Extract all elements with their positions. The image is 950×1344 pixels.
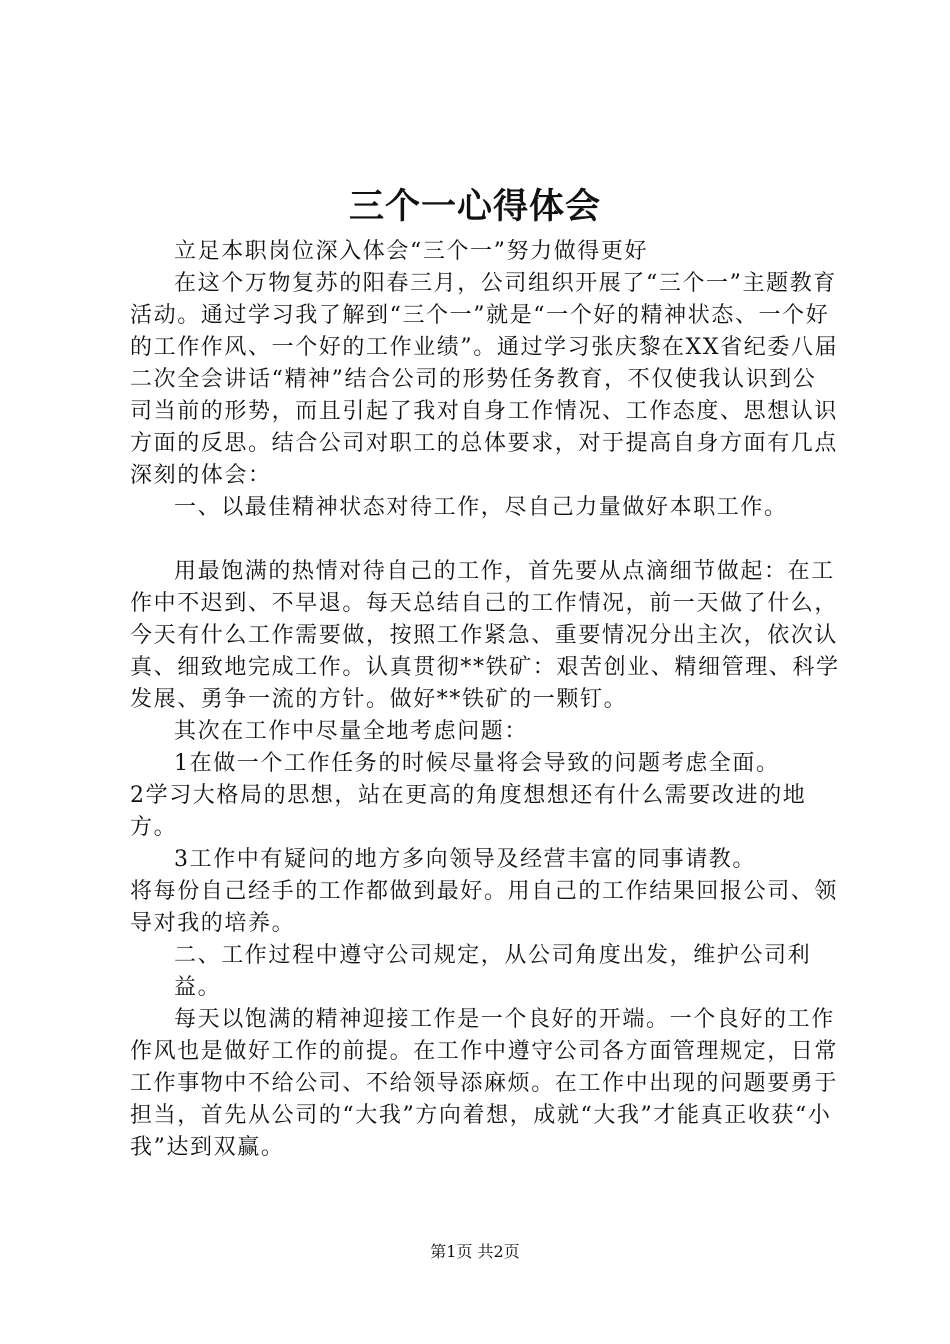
list-item-1: 1在做一个工作任务的时候尽量将会导致的问题考虑全面。 (174, 751, 780, 776)
blank-line (130, 524, 840, 556)
section-two-heading-continued: 益。 (174, 975, 222, 1000)
section-two-paragraph: 每天以饱满的精神迎接工作是一个良好的开端。一个良好的工作作风也是做好工作的前提。在工作中遵守公司各方面管理规定，日常工作事物中不给公司、不给领导添麻烦。在工作中出现的问题要勇于担当，首先从公司的“大我”方向着想，成就“大我”才能真正收获“小我”达到双赢。 (130, 1007, 839, 1160)
summary-paragraph: 将每份自己经手的工作都做到最好。用自己的工作结果回报公司、领导对我的培养。 (130, 879, 839, 936)
list-item-2: 2学习大格局的思想，站在更高的角度想想还有什么需要改进的地方。 (130, 783, 807, 840)
secondly-paragraph: 其次在工作中尽量全地考虑问题： (174, 719, 529, 744)
page-number: 第1页 共2页 (430, 1242, 520, 1261)
section-one-paragraph: 用最饱满的热情对待自己的工作，首先要从点滴细节做起：在工作中不迟到、不早退。每天总结自己的工作情况，前一天做了什么，今天有什么工作需要做，按照工作紧急、重要情况分出主次，依次认真、细致地完成工作。认真贯彻**铁矿：艰苦创业、精细管理、科学发展、勇争一流的方针。做好**铁矿的一颗钉。 (130, 559, 840, 712)
document-title: 三个一心得体会 (348, 186, 601, 227)
section-two-heading: 二、工作过程中遵守公司规定，从公司角度出发，维护公司利 (174, 943, 812, 968)
section-one-heading: 一、以最佳精神状态对待工作，尽自己力量做好本职工作。 (174, 495, 788, 520)
list-item-3: 3工作中有疑问的地方多向领导及经营丰富的同事请教。 (174, 847, 756, 872)
document-body (130, 236, 840, 1164)
intro-paragraph: 在这个万物复苏的阳春三月，公司组织开展了“三个一”主题教育活动。通过学习我了解到“三个一”就是“一个好的精神状态、一个好的工作作风、一个好的工作业绩”。通过学习张庆黎在XX省纪委八届二次全会讲话“精神”结合公司的形势任务教育，不仅使我认识到公司当前的形势，而且引起了我对自身工作情况、工作态度、思想认识方面的反思。结合公司对职工的总体要求，对于提高自身方面有几点深刻的体会： (130, 271, 839, 488)
subtitle-paragraph: 立足本职岗位深入体会“三个一”努力做得更好 (174, 239, 649, 264)
